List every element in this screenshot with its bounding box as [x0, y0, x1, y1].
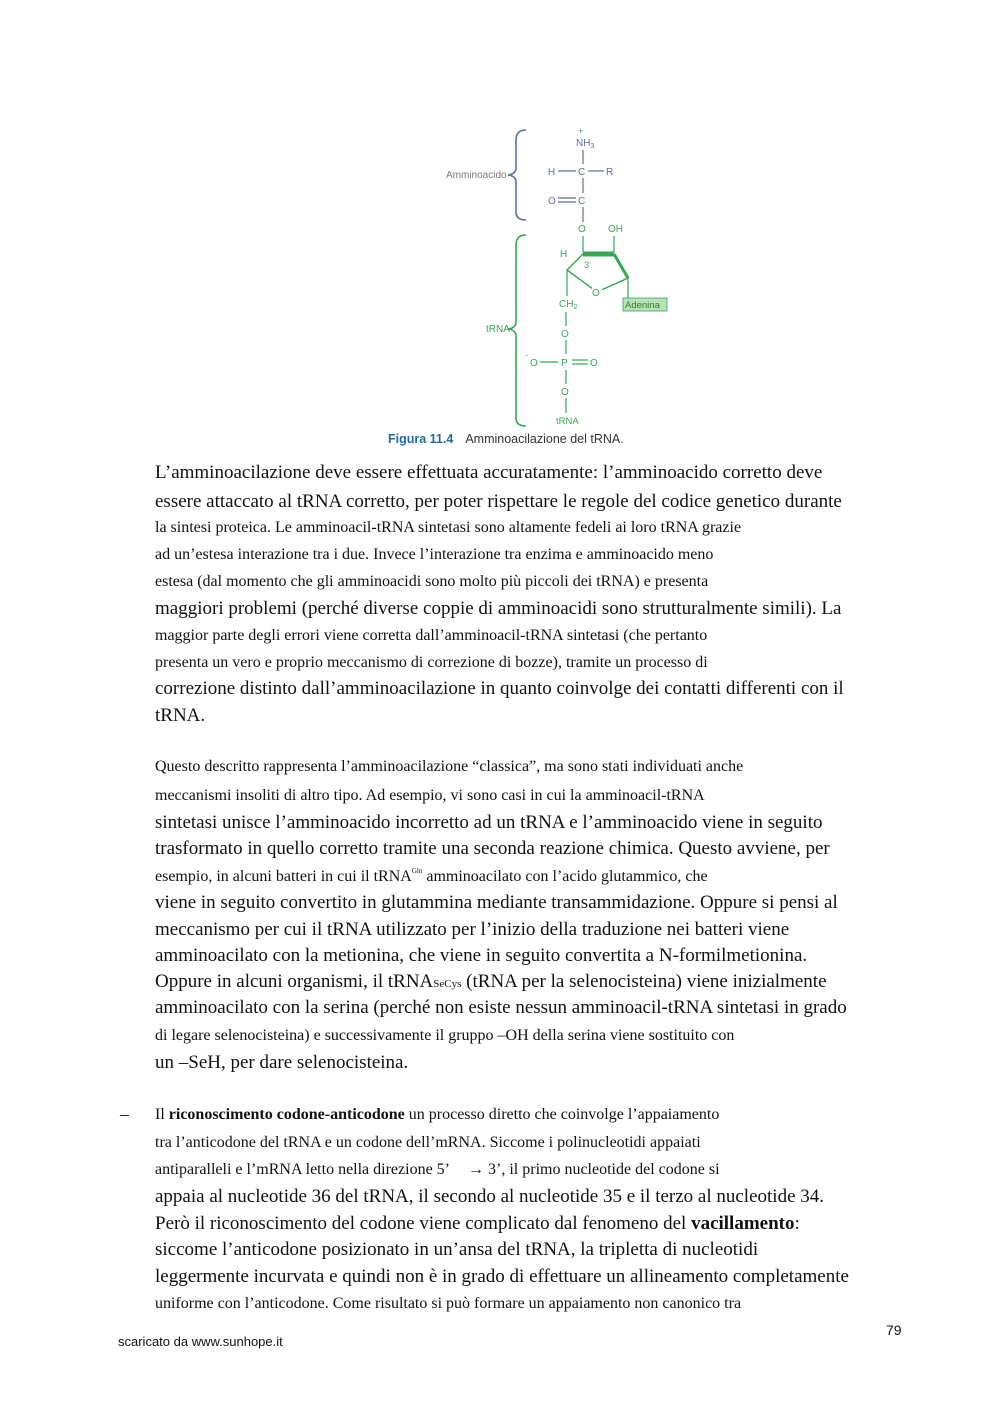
- text-span: amminoacilato con l’acido glutammico, che: [422, 868, 708, 885]
- o-bottom-label: O: [561, 387, 569, 398]
- r-group: R: [606, 167, 614, 178]
- text-line: [155, 1213, 800, 1235]
- figure-number: Figura 11.4: [388, 432, 454, 446]
- text-line: tRNA.: [155, 705, 206, 726]
- p-label: P: [561, 358, 568, 369]
- text-line: essere attaccato al tRNA corretto, per poter rispettare le regole del codice genetico durante: [155, 491, 842, 512]
- text-line: [155, 971, 827, 993]
- text-line: [155, 1106, 719, 1124]
- text-span: 3’, il primo nucleotide del codone si: [484, 1161, 720, 1178]
- text-line: leggermente incurvata e quindi non è in grado di effettuare un allineamento completamente: [155, 1266, 849, 1287]
- aminoacylation-figure: [430, 118, 690, 453]
- ch2-label: $CH_2$: [559, 299, 578, 311]
- figure-caption-text: Amminoacilazione del tRNA.: [465, 432, 624, 446]
- text-span: Oppure in alcuni organismi, il tRNA: [155, 971, 434, 992]
- bold-term: vacillamento: [691, 1213, 795, 1234]
- text-line: trasformato in quello corretto tramite una seconda reazione chimica. Questo avviene, per: [155, 838, 830, 859]
- ring-bold-edge-right: [614, 254, 628, 278]
- text-line: Questo descritto rappresenta l’amminoacilazione “classica”, ma sono stati individuati anche: [155, 758, 744, 775]
- bold-term: riconoscimento codone-anticodone: [168, 1106, 405, 1123]
- adenina-label: Adenina: [625, 300, 660, 311]
- text-line: amminoacilato con la serina (perché non esiste nessun amminoacil-tRNA sintetasi in grado: [155, 997, 847, 1018]
- text-line: [155, 867, 708, 886]
- text-line: un –SeH, per dare selenocisteina.: [155, 1052, 409, 1073]
- plus-charge: +: [578, 126, 584, 136]
- nh3-label: $NH_3$: [576, 138, 595, 150]
- carbonyl-o: O: [548, 196, 556, 207]
- trna-bottom-label: tRNA: [556, 416, 579, 427]
- text-line: amminoacilato con la metionina, che viene in seguito convertita a N-formilmetionina.: [155, 945, 808, 966]
- text-line: di legare selenocisteina) e successivamente il gruppo –OH della serina viene sostituito con: [155, 1027, 735, 1044]
- alpha-c: C: [578, 167, 586, 178]
- text-line: tra l’anticodone del tRNA e un codone dell’mRNA. Siccome i polinucleotidi appaiati: [155, 1134, 701, 1151]
- text-line: meccanismi insoliti di altro tipo. Ad esempio, vi sono casi in cui la amminoacil-tRNA: [155, 787, 705, 804]
- trna-bracket-label: tRNA: [486, 324, 510, 335]
- text-line: maggiori problemi (perché diverse coppie di amminoacidi sono strutturalmente simili). La: [155, 598, 842, 619]
- text-line: L’amminoacilazione deve essere effettuata accuratamente: l’amminoacido corretto deve: [155, 462, 823, 483]
- text-line: appaia al nucleotide 36 del tRNA, il secondo al nucleotide 35 e il terzo al nucleotide 34.: [155, 1186, 825, 1207]
- text-line: presenta un vero e proprio meccanismo di correzione di bozze), tramite un processo di: [155, 654, 708, 671]
- text-span: esempio, in alcuni batteri in cui il tRNA: [155, 868, 412, 885]
- text-line: meccanismo per cui il tRNA utilizzato per l’inizio della traduzione nei batteri viene: [155, 919, 790, 940]
- ring-o: O: [592, 288, 600, 299]
- text-line: sintetasi unisce l’amminoacido incorretto ad un tRNA e l’amminoacido viene in seguito: [155, 812, 823, 833]
- ring-h: H: [560, 249, 568, 260]
- three-prime-label: 3’: [584, 260, 592, 270]
- amminoacido-bracket: [508, 130, 526, 220]
- page-number: 79: [886, 1322, 902, 1338]
- text-line: uniforme con l’anticodone. Come risultato si può formare un appaiamento non canonico tra: [155, 1295, 742, 1312]
- carbonyl-c: C: [578, 196, 586, 207]
- bullet-dash: –: [120, 1104, 129, 1124]
- trna-bracket: [508, 235, 526, 426]
- text-line: viene in seguito convertito in glutammina mediante transammidazione. Oppure si pensi al: [155, 892, 838, 913]
- o5-label: O: [561, 329, 569, 340]
- superscript: Gln: [411, 867, 423, 875]
- text-line: la sintesi proteica. Le amminoacil-tRNA sintetasi sono altamente fedeli ai loro tRNA grazie: [155, 519, 742, 536]
- text-span: antiparalleli e l’mRNA letto nella direzione 5’: [155, 1161, 451, 1178]
- footer-source: scaricato da www.sunhope.it: [118, 1334, 283, 1349]
- figure-caption: [388, 432, 748, 446]
- text-line: [155, 1161, 720, 1179]
- minus-charge: -: [525, 350, 528, 360]
- arrow-glyph: →: [468, 1161, 485, 1178]
- oh-label: OH: [608, 224, 623, 235]
- subscript: SeCys: [433, 978, 462, 990]
- text-span: :: [794, 1213, 800, 1234]
- text-span: (tRNA per la selenocisteina) viene inizialmente: [461, 971, 827, 992]
- o-double-label: O: [590, 358, 598, 369]
- text-span: Il: [155, 1106, 169, 1123]
- text-line: correzione distinto dall’amminoacilazione in quanto coinvolge dei contatti differenti con il: [155, 678, 844, 699]
- alpha-h: H: [548, 167, 556, 178]
- text-line: maggior parte degli errori viene corretta dall’amminoacil-tRNA sintetasi (che pertanto: [155, 627, 708, 644]
- ester-o: O: [578, 224, 586, 235]
- text-line: estesa (dal momento che gli amminoacidi sono molto più piccoli dei tRNA) e presenta: [155, 573, 709, 590]
- text-line: siccome l’anticodone posizionato in un’ansa del tRNA, la tripletta di nucleotidi: [155, 1239, 759, 1260]
- amminoacido-label: Amminoacido: [446, 170, 507, 181]
- text-line: ad un’estesa interazione tra i due. Invece l’interazione tra enzima e amminoacido meno: [155, 546, 714, 563]
- text-span: Però il riconoscimento del codone viene complicato dal fenomeno del: [155, 1213, 692, 1234]
- text-span: un processo diretto che coinvolge l’appaiamento: [404, 1106, 720, 1123]
- o-minus-label: O: [530, 358, 538, 369]
